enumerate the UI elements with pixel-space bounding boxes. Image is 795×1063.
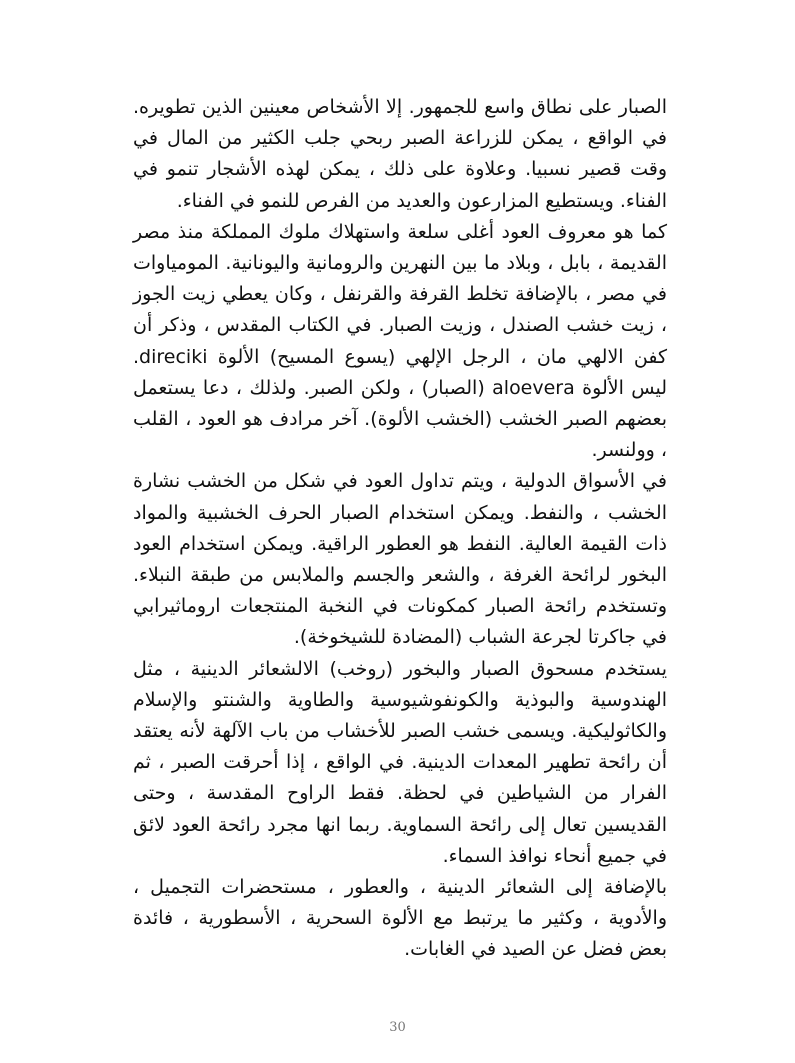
paragraph-religious-rituals: يستخدم مسحوق الصبار والبخور (روخب) الالشعائر الدينية ، مثل الهندوسية والبوذية والكونفوشيوسية والطاوية والشنتو والإسلام والكاثوليكية. ويسمى خشب الصبر للأخشاب من باب الآلهة لأنه يعتقد أن رائحة تطهير المعدات الدينية. في الواقع ، إذا أحرقت الصبر ، ثم الفرار من الشياطين في لحظة. فقط الراوح المقدسة ، وحتى القديسين تعال إلى رائحة السماوية. ربما انها مجرد رائحة العود لائق في جميع أنحاء نوافذ السماء. — [133, 657, 667, 867]
paragraph-international-markets: في الأسواق الدولية ، ويتم تداول العود في شكل من الخشب نشارة الخشب ، والنفط. ويمكن استخدام الصبار الحرف الخشبية والمواد ذات القيمة العالية. النفط هو العطور الراقية. ويمكن استخدام العود البخور لرائحة الغرفة ، والشعر والجسم والملابس من طبقة النبلاء. وتستخدم رائحة الصبار كمكونات في النخبة المنتجعات اروماثيرابي في جاكرتا لجرعة الشباب (المضادة للشيخوخة). — [133, 470, 667, 649]
paragraph-other-uses: بالإضافة إلى الشعائر الدينية ، والعطور ، مستحضرات التجميل ، والأدوية ، وكثير ما يرتبط مع الألوة السحرية ، الأسطورية ، فائدة بعض فضل عن الصيد في الغابات. — [133, 876, 667, 961]
page-number: 30 — [389, 1020, 406, 1035]
paragraph-aloe-cultivation: الصبار على نطاق واسع للجمهور. إلا الأشخاص معينين الذين تطويره. في الواقع ، يمكن للزراعة الصبر ربحي جلب الكثير من المال في وقت قصير نسبيا. وعلاوة على ذلك ، يمكن لهذه الأشجار تنمو في الفناء. ويستطيع المزارعون والعديد من الفرص للنمو في الفناء. — [133, 96, 667, 212]
paragraph-agarwood-history: كما هو معروف العود أغلى سلعة واستهلاك ملوك المملكة منذ مصر القديمة ، بابل ، وبلاد ما بين النهرين والرومانية واليونانية. المومياوات في مصر ، بالإضافة تخلط القرفة والقرنفل ، وكان يعطي زيت الجوز ، زيت خشب الصندل ، وزيت الصبار. في الكتاب المقدس ، وذكر أن كفن الالهي مان ، الرجل الإلهي (يسوع المسيح) الألوة direciki. ليس الألوة aloevera (الصبار) ، ولكن الصبر. ولذلك ، دعا يستعمل بعضهم الصبر الخشب (الخشب الألوة). آخر مرادف هو العود ، القلب ، وولنسر. — [133, 220, 667, 462]
body-text — [133, 92, 667, 966]
